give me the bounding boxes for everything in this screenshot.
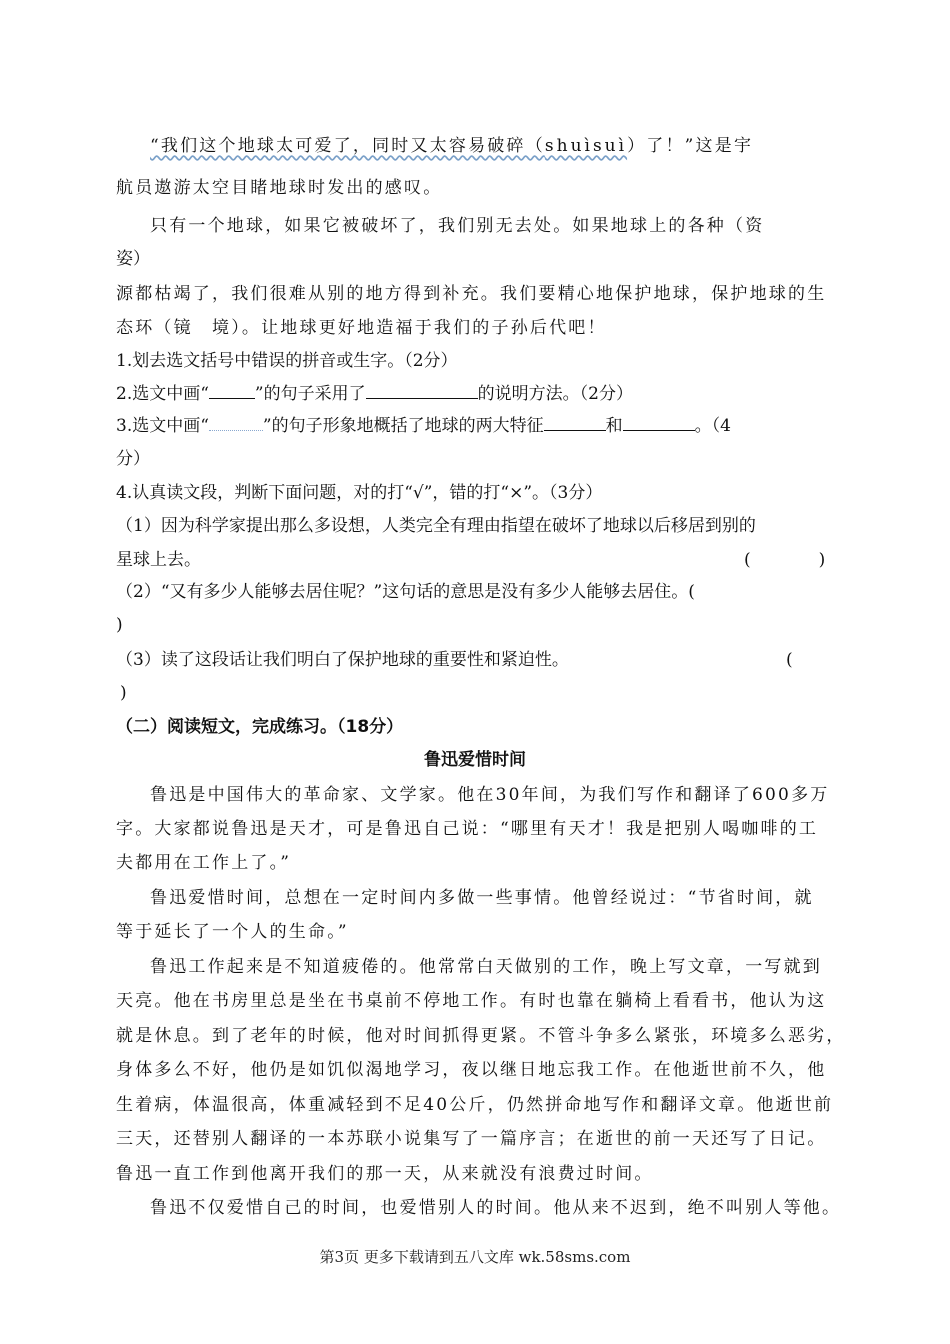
answer-blank[interactable] xyxy=(544,414,606,431)
question-4-item-2-wrap[interactable]: ) xyxy=(116,615,123,635)
article-line: 鲁迅是中国伟大的革命家、文学家。他在30年间，为我们写作和翻译了600多万 xyxy=(150,785,830,805)
pinyin-choice: shuìsuì xyxy=(544,136,628,156)
wavy-answer-blank[interactable] xyxy=(209,414,263,431)
question-3-wrap: 分） xyxy=(116,449,150,469)
wavy-underlined-sentence: “我们这个地球太可爱了，同时又太容易破碎（shuìsuì xyxy=(150,136,628,156)
article-line: 等于延长了一个人的生命。” xyxy=(116,922,349,942)
article-line: 鲁迅不仅爱惜自己的时间，也爱惜别人的时间。他从来不迟到，绝不叫别人等他。 xyxy=(150,1198,842,1218)
article-line: 身体多么不好，他仍是如饥似渴地学习，夜以继日地忘我工作。在他逝世前不久，他 xyxy=(116,1060,827,1080)
passage1-line-6: 态环（镜 境）。让地球更好地造福于我们的子孙后代吧！ xyxy=(116,318,607,338)
question-4-item-3-wrap[interactable]: ) xyxy=(120,683,127,703)
answer-blank[interactable] xyxy=(366,382,478,399)
page-footer: 第3页 更多下载请到五八文库 wk.58sms.com xyxy=(319,1248,631,1266)
question-3: 3.选文中画“ ”的句子形象地概括了地球的两大特征 和 。（4 xyxy=(116,416,731,436)
section-heading: （二）阅读短文，完成练习。（18分） xyxy=(116,717,404,737)
article-line: 鲁迅工作起来是不知道疲倦的。他常常白天做别的工作，晚上写文章，一写就到 xyxy=(150,957,822,977)
answer-blank[interactable] xyxy=(209,382,255,399)
article-line: 鲁迅一直工作到他离开我们的那一天，从来就没有浪费过时间。 xyxy=(116,1164,654,1184)
article-line: 三天，还替别人翻译的一本苏联小说集写了一篇序言；在逝世的前一天还写了日记。 xyxy=(116,1129,827,1149)
passage1-line-4: 姿） xyxy=(116,249,150,269)
passage1-line-1: “我们这个地球太可爱了，同时又太容易破碎（shuìsuì）了！”这是宇 xyxy=(150,136,754,156)
article-line: 生着病，体温很高，体重减轻到不足40公斤，仍然拼命地写作和翻译文章。他逝世前 xyxy=(116,1095,834,1115)
passage1-line-3: 只有一个地球，如果它被破坏了，我们别无去处。如果地球上的各种（资 xyxy=(150,216,765,236)
passage1-line-2: 航员遨游太空目睹地球时发出的感叹。 xyxy=(116,178,443,198)
question-4-item-1: （1）因为科学家提出那么多设想，人类完全有理由指望在破坏了地球以后移居到别的 xyxy=(116,516,756,536)
article-line: 天亮。他在书房里总是坐在书桌前不停地工作。有时也靠在躺椅上看看书，他认为这 xyxy=(116,991,827,1011)
question-4: 4.认真读文段，判断下面问题，对的打“√”，错的打“×”。（3分） xyxy=(116,483,603,503)
question-4-item-2: （2）“又有多少人能够去居住呢？”这句话的意思是没有多少人能够去居住。( xyxy=(116,582,695,602)
question-2: 2.选文中画“ ”的句子采用了 的说明方法。（2分） xyxy=(116,384,633,404)
article-line: 字。大家都说鲁迅是天才，可是鲁迅自己说：“哪里有天才！我是把别人喝咖啡的工 xyxy=(116,819,819,839)
answer-blank[interactable] xyxy=(623,414,695,431)
answer-parentheses[interactable]: ( ) xyxy=(744,550,826,570)
article-line: 鲁迅爱惜时间，总想在一定时间内多做一些事情。他曾经说过：“节省时间，就 xyxy=(150,888,814,908)
question-4-item-1-wrap: 星球上去。 xyxy=(116,550,201,570)
article-line: 夫都用在工作上了。” xyxy=(116,853,292,873)
question-4-item-3: （3）读了这段话让我们明白了保护地球的重要性和紧迫性。 xyxy=(116,650,569,670)
answer-paren-open[interactable]: ( xyxy=(786,650,793,670)
article-line: 就是休息。到了老年的时候，他对时间抓得更紧。不管斗争多么紧张，环境多么恶劣， xyxy=(116,1026,846,1046)
article-title: 鲁迅爱惜时间 xyxy=(424,750,526,770)
passage1-line-5: 源都枯竭了，我们很难从别的地方得到补充。我们要精心地保护地球，保护地球的生 xyxy=(116,284,827,304)
question-1: 1.划去选文括号中错误的拼音或生字。（2分） xyxy=(116,351,458,371)
